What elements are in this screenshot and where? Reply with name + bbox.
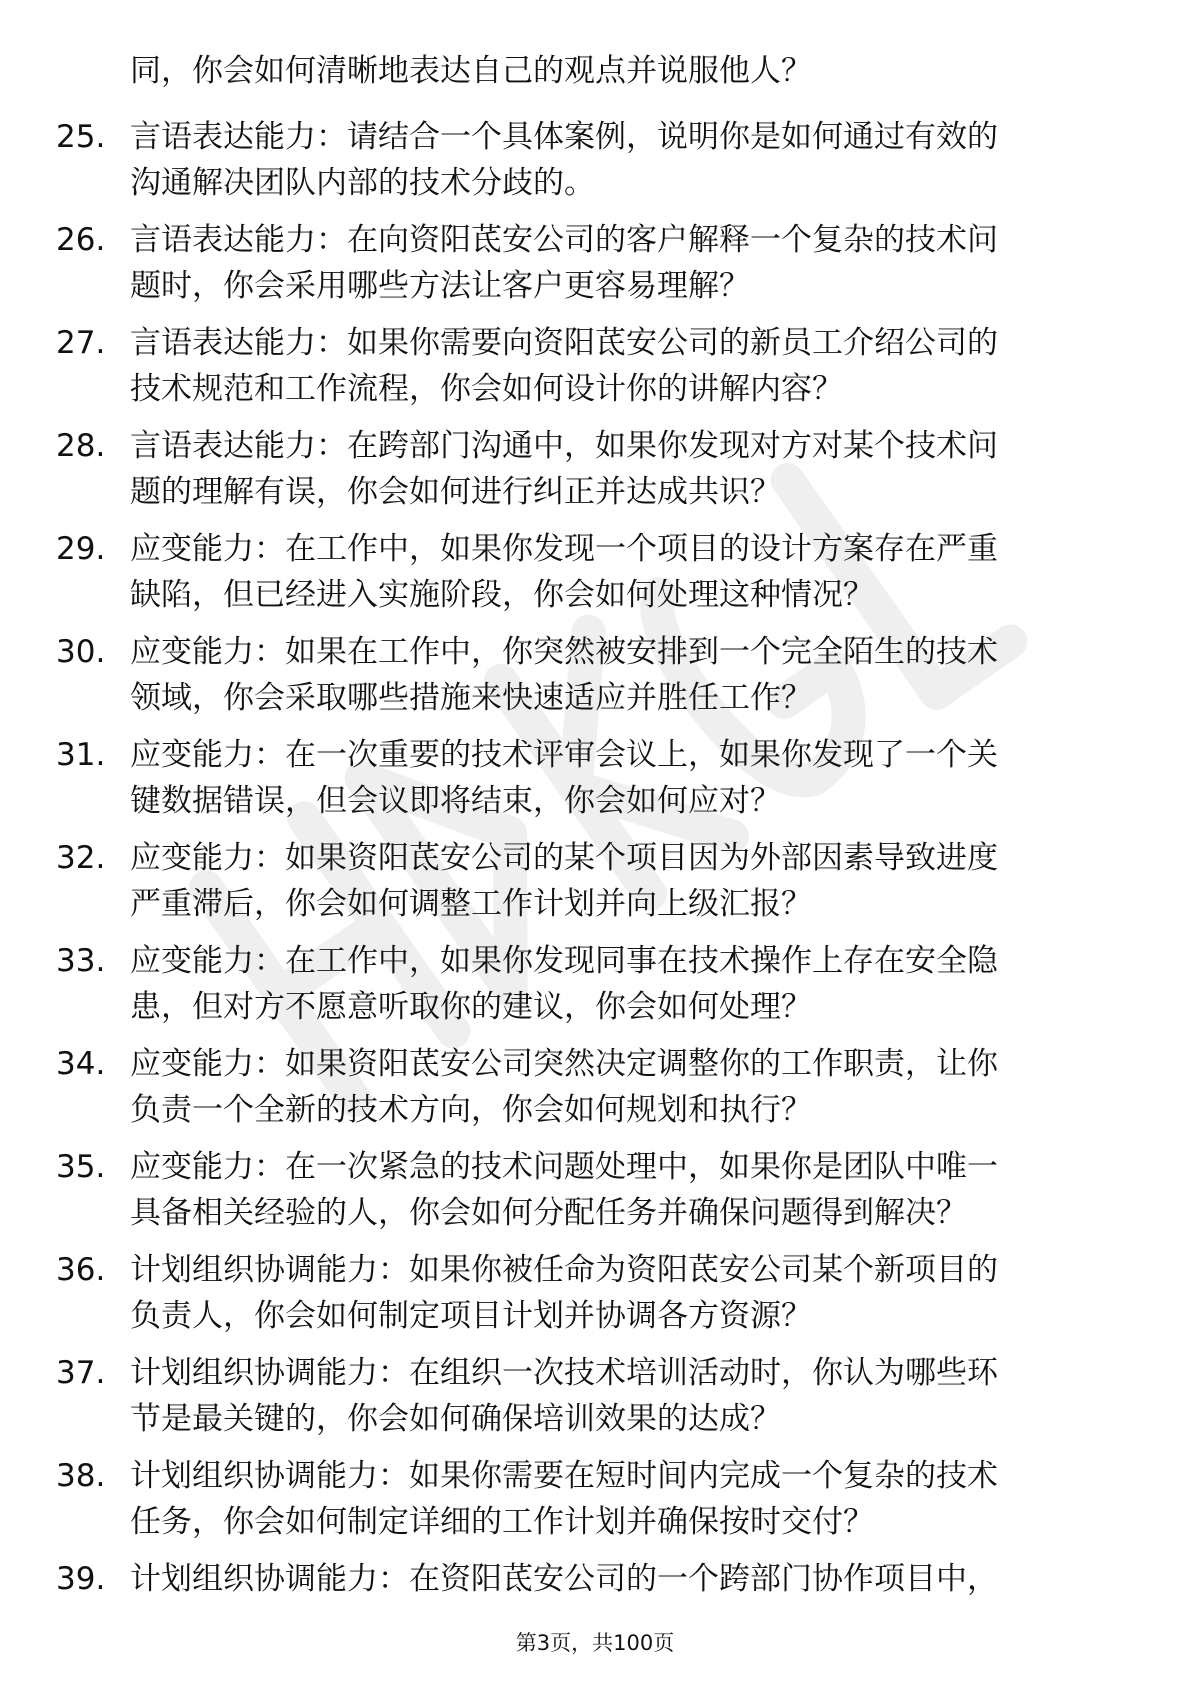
question-item (0, 1144, 1190, 1247)
question-text (130, 1247, 1130, 1339)
question-number: 38. (56, 1458, 106, 1494)
question-text (130, 835, 1130, 927)
question-text-line: 负责人，你会如何制定项目计划并协调各方资源？ (130, 1298, 812, 1334)
question-text-line: 应变能力：如果资阳茋安公司的某个项目因为外部因素导致进度 (130, 840, 998, 876)
question-item (0, 114, 1190, 217)
question-text-line: 节是最关键的，你会如何确保培训效果的达成？ (130, 1401, 781, 1437)
question-item (0, 217, 1190, 320)
question-text-line: 言语表达能力：在向资阳茋安公司的客户解释一个复杂的技术问 (130, 222, 998, 258)
question-number: 27. (56, 325, 106, 361)
question-text (130, 1350, 1130, 1442)
question-text-line: 任务，你会如何制定详细的工作计划并确保按时交付？ (130, 1504, 874, 1540)
question-text-line: 患，但对方不愿意听取你的建议，你会如何处理？ (130, 989, 812, 1025)
question-text-line: 应变能力：在工作中，如果你发现一个项目的设计方案存在严重 (130, 531, 998, 567)
question-number: 26. (56, 222, 106, 258)
question-text-line: 技术规范和工作流程，你会如何设计你的讲解内容？ (130, 371, 843, 407)
question-text (130, 526, 1130, 618)
question-item (0, 1041, 1190, 1144)
question-item (0, 835, 1190, 938)
question-number: 35. (56, 1149, 106, 1185)
question-text-line: 题的理解有误，你会如何进行纠正并达成共识？ (130, 474, 781, 510)
question-text-line: 沟通解决团队内部的技术分歧的。 (130, 165, 595, 201)
question-text-line: 应变能力：在工作中，如果你发现同事在技术操作上存在安全隐 (130, 943, 998, 979)
question-number: 33. (56, 943, 106, 979)
question-number: 25. (56, 119, 106, 155)
question-text-line: 计划组织协调能力：在资阳茋安公司的一个跨部门协作项目中， (130, 1561, 998, 1597)
page-indicator: 第3页，共100页 (515, 1631, 675, 1655)
continuation-text: 同，你会如何清晰地表达自己的观点并说服他人？ (130, 53, 812, 89)
question-text-line: 应变能力：如果在工作中，你突然被安排到一个完全陌生的技术 (130, 634, 998, 670)
question-item (0, 423, 1190, 526)
question-item (0, 320, 1190, 423)
question-number: 37. (56, 1355, 106, 1391)
question-text-line: 领域，你会采取哪些措施来快速适应并胜任工作？ (130, 680, 812, 716)
question-text-line: 题时，你会采用哪些方法让客户更容易理解？ (130, 268, 750, 304)
question-text-line: 键数据错误，但会议即将结束，你会如何应对？ (130, 783, 781, 819)
question-item (0, 1453, 1190, 1556)
question-list (0, 114, 1190, 1659)
question-number: 39. (56, 1561, 106, 1597)
question-text-line: 应变能力：如果资阳茋安公司突然决定调整你的工作职责，让你 (130, 1046, 998, 1082)
question-number: 34. (56, 1046, 106, 1082)
question-text (130, 1556, 1130, 1602)
question-text (130, 629, 1130, 721)
question-text-line: 具备相关经验的人，你会如何分配任务并确保问题得到解决？ (130, 1195, 967, 1231)
question-number: 36. (56, 1252, 106, 1288)
question-number: 29. (56, 531, 106, 567)
question-text (130, 114, 1130, 206)
question-text (130, 938, 1130, 1030)
question-text-line: 计划组织协调能力：如果你需要在短时间内完成一个复杂的技术 (130, 1458, 998, 1494)
question-text-line: 应变能力：在一次紧急的技术问题处理中，如果你是团队中唯一 (130, 1149, 998, 1185)
question-text-line: 缺陷，但已经进入实施阶段，你会如何处理这种情况？ (130, 577, 874, 613)
question-item (0, 732, 1190, 835)
question-text-line: 言语表达能力：在跨部门沟通中，如果你发现对方对某个技术问 (130, 428, 998, 464)
question-number: 32. (56, 840, 106, 876)
question-text (130, 320, 1130, 412)
question-number: 28. (56, 428, 106, 464)
question-text (130, 1453, 1130, 1545)
question-text-line: 应变能力：在一次重要的技术评审会议上，如果你发现了一个关 (130, 737, 998, 773)
question-item (0, 526, 1190, 629)
question-text-line: 言语表达能力：请结合一个具体案例，说明你是如何通过有效的 (130, 119, 998, 155)
question-item (0, 629, 1190, 732)
question-item (0, 1247, 1190, 1350)
question-item (0, 1350, 1190, 1453)
question-text (130, 423, 1130, 515)
question-number: 31. (56, 737, 106, 773)
question-text (130, 732, 1130, 824)
question-text-line: 言语表达能力：如果你需要向资阳茋安公司的新员工介绍公司的 (130, 325, 998, 361)
question-text (130, 217, 1130, 309)
question-item (0, 938, 1190, 1041)
question-text (130, 1041, 1130, 1133)
question-text-line: 负责一个全新的技术方向，你会如何规划和执行？ (130, 1092, 812, 1128)
question-text (130, 1144, 1130, 1236)
question-text-line: 严重滞后，你会如何调整工作计划并向上级汇报？ (130, 886, 812, 922)
question-text-line: 计划组织协调能力：在组织一次技术培训活动时，你认为哪些环 (130, 1355, 998, 1391)
question-text-line: 计划组织协调能力：如果你被任命为资阳茋安公司某个新项目的 (130, 1252, 998, 1288)
question-number: 30. (56, 634, 106, 670)
